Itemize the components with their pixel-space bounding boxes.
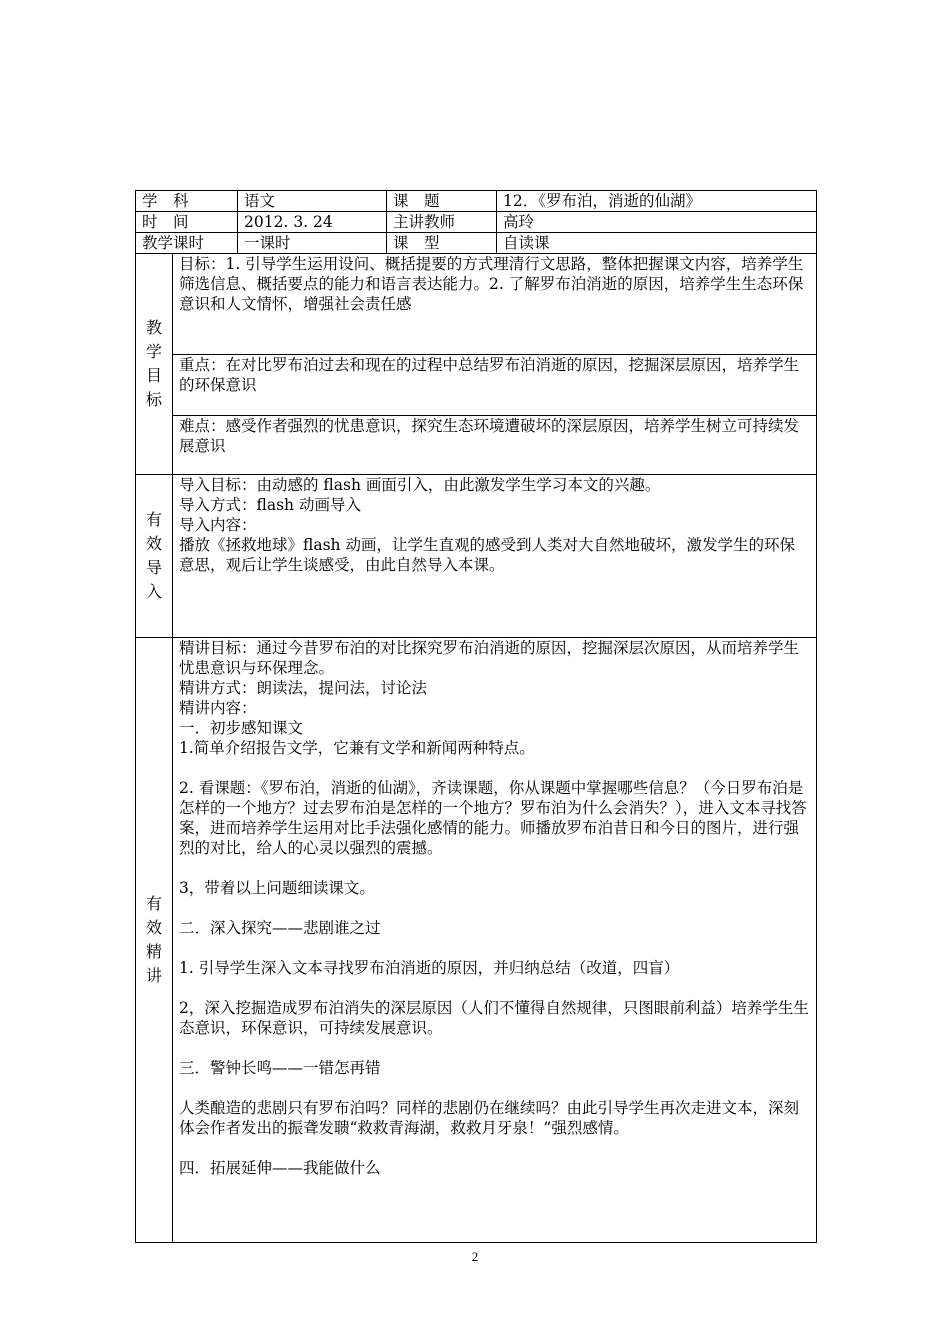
goals-objective-row <box>136 254 817 355</box>
lesson-plan-table <box>135 190 817 1243</box>
header-row-time <box>136 212 817 233</box>
lecture-paragraph: 精讲目标：通过今昔罗布泊的对比探究罗布泊消逝的原因，挖掘深层次原因，从而培养学生忧患意识与环保理念。 <box>179 639 800 677</box>
intro-line: 导入内容： <box>179 516 257 534</box>
intro-line: 导入目标：由动感的 flash 画面引入，由此激发学生学习本文的兴趣。 <box>179 476 661 494</box>
label-subject: 学 科 <box>136 191 238 212</box>
lecture-paragraph: 1. 引导学生深入文本寻找罗布泊消逝的原因，并归纳总结（改道，四盲） <box>179 959 680 977</box>
goals-key-point: 重点：在对比罗布泊过去和现在的过程中总结罗布泊消逝的原因，挖掘深层原因，培养学生的环保意识 <box>173 355 817 416</box>
lecture-paragraph: 人类酿造的悲剧只有罗布泊吗？同样的悲剧仍在继续吗？由此引导学生再次走进文本，深刻体会作者发出的振聋发聩“救救青海湖，救救月牙泉！”强烈感情。 <box>179 1099 800 1137</box>
intro-line: 播放《拯救地球》flash 动画，让学生直观的感受到人类对大自然地破坏，激发学生的环保意思，观后让学生谈感受，由此自然导入本课。 <box>179 536 795 574</box>
spacer <box>179 978 810 998</box>
value-subject: 语文 <box>238 191 387 212</box>
page-number: 2 <box>471 1249 479 1264</box>
lecture-paragraph: 3，带着以上问题细读课文。 <box>179 879 375 897</box>
label-lesson-type: 课 型 <box>387 233 497 254</box>
lecture-paragraph: 一．初步感知课文 <box>179 719 304 737</box>
lecture-paragraph: 精讲方式：朗读法，提问法，讨论法 <box>179 679 428 697</box>
goals-objective: 目标：1. 引导学生运用设问、概括提要的方式理清行文思路，整体把握课文内容，培养学生筛选信息、概括要点的能力和语言表达能力。2. 了解罗布泊消逝的原因，培养学生生态环保意识和人文情怀，增强社会责任感 <box>173 254 817 355</box>
lecture-paragraph: 精讲内容： <box>179 699 257 717</box>
lecture-paragraph: 1.简单介绍报告文学，它兼有文学和新闻两种特点。 <box>179 739 535 757</box>
spacer <box>179 1078 810 1098</box>
value-lesson-type: 自读课 <box>497 233 817 254</box>
intro-content <box>173 475 817 638</box>
value-time: 2012. 3. 24 <box>238 212 387 233</box>
spacer <box>179 1038 810 1058</box>
spacer <box>179 758 810 778</box>
lecture-content <box>173 638 817 1243</box>
lecture-paragraph: 四．拓展延伸——我能做什么 <box>179 1159 381 1177</box>
goals-difficulty-row <box>136 416 817 475</box>
lesson-plan-table-wrap <box>135 190 816 1243</box>
lecture-side-label: 有效精讲 <box>136 638 173 1243</box>
lecture-paragraph: 2，深入挖掘造成罗布泊消失的深层原因（人们不懂得自然规律，只图眼前利益）培养学生生态意识，环保意识，可持续发展意识。 <box>179 999 809 1037</box>
intro-row <box>136 475 817 638</box>
spacer <box>179 858 810 878</box>
goals-side-label: 教学目标 <box>136 254 173 475</box>
label-time: 时 间 <box>136 212 238 233</box>
label-periods: 教学课时 <box>136 233 238 254</box>
spacer <box>179 938 810 958</box>
value-periods: 一课时 <box>238 233 387 254</box>
lecture-paragraph: 三．警钟长鸣——一错怎再错 <box>179 1059 381 1077</box>
lecture-paragraph: 2. 看课题：《罗布泊，消逝的仙湖》，齐读课题，你从课题中掌握哪些信息？（今日罗布泊是怎样的一个地方？过去罗布泊是怎样的一个地方？罗布泊为什么会消失？），进入文本寻找答案，进而培养学生运用对比手法强化感情的能力。师播放罗布泊昔日和今日的图片，进行强烈的对比，给人的心灵以强烈的震撼。 <box>179 779 807 857</box>
header-row-subject <box>136 191 817 212</box>
lecture-row <box>136 638 817 1243</box>
label-topic: 课 题 <box>387 191 497 212</box>
goals-difficulty: 难点：感受作者强烈的忧患意识，探究生态环境遭破坏的深层原因，培养学生树立可持续发展意识 <box>173 416 817 475</box>
value-teacher: 高玲 <box>497 212 817 233</box>
header-row-periods <box>136 233 817 254</box>
goals-key-row <box>136 355 817 416</box>
intro-line: 导入方式：flash 动画导入 <box>179 496 361 514</box>
spacer <box>179 1138 810 1158</box>
spacer <box>179 898 810 918</box>
value-topic: 12．《罗布泊，消逝的仙湖》 <box>497 191 817 212</box>
lecture-paragraph: 二．深入探究——悲剧谁之过 <box>179 919 381 937</box>
label-teacher: 主讲教师 <box>387 212 497 233</box>
intro-side-label: 有效导入 <box>136 475 173 638</box>
